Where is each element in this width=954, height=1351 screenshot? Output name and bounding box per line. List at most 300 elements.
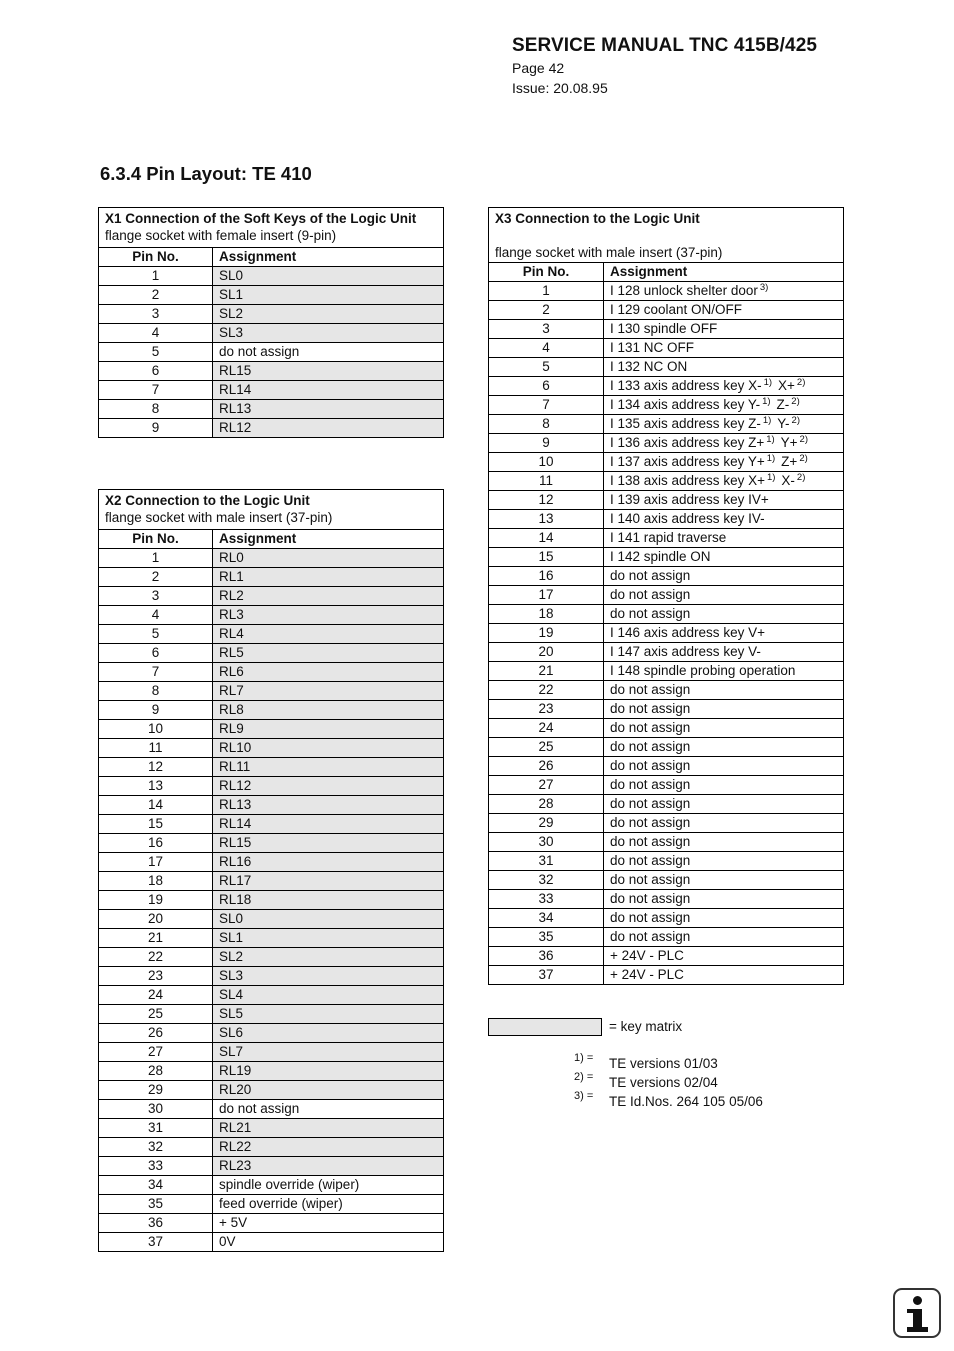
table-row — [99, 891, 444, 910]
table-row — [489, 814, 844, 833]
pin-number: 1 — [99, 267, 213, 286]
pin-assignment — [213, 796, 444, 815]
pin-number: 14 — [99, 796, 213, 815]
pin-number: 4 — [99, 324, 213, 343]
assignment-text: RL14 — [219, 382, 252, 397]
assignment-text: RL16 — [219, 854, 252, 869]
assignment-text: RL2 — [219, 588, 244, 603]
footnote-ref: 2) — [799, 453, 808, 464]
table-row — [99, 381, 444, 400]
pin-number: 20 — [99, 910, 213, 929]
assignment-text: I 133 axis address key X- — [610, 378, 762, 393]
pin-number: 23 — [99, 967, 213, 986]
table-header-row — [99, 530, 444, 549]
pin-number: 32 — [489, 871, 604, 890]
assignment-text: RL9 — [219, 721, 244, 736]
assignment-text: I 148 spindle probing operation — [610, 663, 796, 678]
pin-number: 4 — [489, 339, 604, 358]
table-row — [99, 286, 444, 305]
pin-number: 7 — [99, 381, 213, 400]
pin-assignment — [604, 624, 844, 643]
assignment-text: RL18 — [219, 892, 252, 907]
pin-assignment — [604, 738, 844, 757]
pin-assignment — [213, 815, 444, 834]
footnote-text: TE versions 01/03 — [609, 1056, 718, 1071]
pin-assignment — [213, 1214, 444, 1233]
key-matrix-swatch — [488, 1018, 602, 1036]
assignment-text: do not assign — [610, 929, 691, 944]
pin-number: 34 — [99, 1176, 213, 1195]
footnote-ref: 2) — [796, 377, 806, 388]
table-caption — [489, 208, 844, 263]
assignment-text: SL0 — [219, 268, 244, 283]
assignment-text: RL3 — [219, 607, 244, 622]
table-row — [99, 400, 444, 419]
pin-number: 2 — [489, 301, 604, 320]
pin-assignment — [604, 586, 844, 605]
pin-assignment — [604, 472, 844, 491]
pin-number: 22 — [489, 681, 604, 700]
pin-number: 30 — [489, 833, 604, 852]
pin-number: 24 — [489, 719, 604, 738]
table-row — [99, 834, 444, 853]
key-matrix-label: = key matrix — [609, 1019, 683, 1034]
table-row — [489, 909, 844, 928]
table-row — [489, 453, 844, 472]
table-row — [99, 986, 444, 1005]
assignment-text: RL13 — [219, 797, 252, 812]
table-row — [489, 719, 844, 738]
assignment-text: I 139 axis address key IV+ — [610, 492, 769, 507]
assignment-text: RL14 — [219, 816, 252, 831]
pin-assignment — [213, 400, 444, 419]
assignment-text: I 130 spindle OFF — [610, 321, 718, 336]
footnote-text: TE Id.Nos. 264 105 05/06 — [609, 1094, 763, 1109]
table-row — [489, 415, 844, 434]
pin-number: 29 — [489, 814, 604, 833]
pin-number: 37 — [489, 966, 604, 985]
footnote-ref: 1) — [762, 415, 772, 426]
pin-assignment — [213, 986, 444, 1005]
table-row — [99, 758, 444, 777]
assignment-text: SL4 — [219, 987, 244, 1002]
pin-assignment — [213, 758, 444, 777]
pin-number: 17 — [99, 853, 213, 872]
pin-assignment — [604, 301, 844, 320]
assignment-text: SL7 — [219, 1044, 244, 1059]
footnote-ref: 2) — [796, 472, 806, 483]
assignment-text: SL3 — [219, 325, 244, 340]
alternate-assignment: Y+ — [780, 435, 798, 450]
pin-assignment — [604, 548, 844, 567]
pin-assignment — [604, 833, 844, 852]
table-row — [489, 586, 844, 605]
table-row — [99, 948, 444, 967]
footnote-ref: 1) — [766, 453, 776, 464]
pin-number: 28 — [489, 795, 604, 814]
footnote-ref: 1) — [766, 434, 775, 445]
pin-assignment — [213, 967, 444, 986]
pin-number: 31 — [99, 1119, 213, 1138]
pin-assignment — [604, 415, 844, 434]
table-row — [99, 1195, 444, 1214]
table-row — [99, 1176, 444, 1195]
assignment-text: I 138 axis address key X+ — [610, 473, 765, 488]
pin-assignment — [213, 1138, 444, 1157]
pin-number: 20 — [489, 643, 604, 662]
assignment-text: do not assign — [610, 720, 691, 735]
pin-number: 18 — [99, 872, 213, 891]
table-row — [489, 833, 844, 852]
pin-number: 6 — [99, 362, 213, 381]
pin-assignment — [213, 1119, 444, 1138]
pin-number: 16 — [99, 834, 213, 853]
table-row — [489, 966, 844, 985]
table-row — [99, 796, 444, 815]
pin-assignment — [604, 681, 844, 700]
pin-assignment — [213, 343, 444, 362]
assignment-text: RL12 — [219, 778, 252, 793]
pin-number: 13 — [99, 777, 213, 796]
pin-number: 31 — [489, 852, 604, 871]
pin-assignment — [604, 947, 844, 966]
table-row — [99, 324, 444, 343]
pin-assignment — [604, 434, 844, 453]
pin-number: 33 — [99, 1157, 213, 1176]
pin-number: 23 — [489, 700, 604, 719]
alternate-assignment: Z- — [776, 397, 790, 412]
pin-assignment — [213, 777, 444, 796]
table-row — [99, 682, 444, 701]
pin-number: 14 — [489, 529, 604, 548]
table-row — [99, 343, 444, 362]
pin-assignment — [213, 1157, 444, 1176]
assignment-text: I 135 axis address key Z- — [610, 416, 761, 431]
table-row — [489, 795, 844, 814]
pin-number: 3 — [99, 305, 213, 324]
assignment-text: do not assign — [610, 891, 691, 906]
pin-assignment — [213, 549, 444, 568]
pin-number: 3 — [489, 320, 604, 339]
pin-assignment — [213, 1195, 444, 1214]
pin-assignment — [213, 720, 444, 739]
pin-assignment — [604, 377, 844, 396]
pin-number: 26 — [489, 757, 604, 776]
assignment-text: I 134 axis address key Y- — [610, 397, 761, 412]
pin-assignment — [604, 871, 844, 890]
table-row — [99, 663, 444, 682]
page-header — [512, 34, 817, 98]
pin-number: 1 — [489, 282, 604, 301]
pin-assignment — [213, 1024, 444, 1043]
table-row — [99, 777, 444, 796]
table-row — [489, 662, 844, 681]
table-row — [489, 776, 844, 795]
pin-number: 30 — [99, 1100, 213, 1119]
pin-number: 12 — [489, 491, 604, 510]
pin-number: 8 — [99, 682, 213, 701]
table-row — [99, 267, 444, 286]
assignment-text: RL23 — [219, 1158, 252, 1173]
column-header-assignment: Assignment — [213, 248, 444, 267]
footnote-mark: 1) = — [574, 1052, 594, 1064]
assignment-text: RL11 — [219, 759, 251, 774]
pin-assignment — [213, 739, 444, 758]
pin-assignment — [213, 682, 444, 701]
pin-assignment — [604, 795, 844, 814]
pin-assignment — [213, 948, 444, 967]
pin-assignment — [604, 605, 844, 624]
assignment-text: RL22 — [219, 1139, 252, 1154]
table-row — [489, 928, 844, 947]
alternate-assignment: Y- — [777, 416, 790, 431]
pin-number: 11 — [99, 739, 213, 758]
assignment-text: RL15 — [219, 363, 252, 378]
pin-assignment — [604, 719, 844, 738]
assignment-text: do not assign — [219, 1101, 300, 1116]
assignment-text: I 141 rapid traverse — [610, 530, 727, 545]
table-row — [489, 529, 844, 548]
table-row — [99, 701, 444, 720]
column-header-pin: Pin No. — [99, 248, 213, 267]
pin-number: 13 — [489, 510, 604, 529]
footnote-text: TE versions 02/04 — [609, 1075, 718, 1090]
pin-assignment — [213, 606, 444, 625]
issue-date: Issue: 20.08.95 — [512, 80, 608, 96]
table-row — [489, 301, 844, 320]
assignment-text: SL0 — [219, 911, 244, 926]
pin-number: 6 — [99, 644, 213, 663]
pin-number: 6 — [489, 377, 604, 396]
table-row — [489, 358, 844, 377]
pin-number: 9 — [99, 701, 213, 720]
pin-assignment — [213, 1100, 444, 1119]
table-row — [99, 1233, 444, 1252]
pin-assignment — [604, 339, 844, 358]
assignment-text: RL5 — [219, 645, 244, 660]
assignment-text: SL2 — [219, 306, 244, 321]
assignment-text: I 147 axis address key V- — [610, 644, 761, 659]
pin-assignment — [213, 625, 444, 644]
pin-assignment — [604, 662, 844, 681]
pin-number: 24 — [99, 986, 213, 1005]
table-row — [99, 872, 444, 891]
assignment-text: I 137 axis address key Y+ — [610, 454, 765, 469]
pin-number: 25 — [99, 1005, 213, 1024]
table-subtitle: flange socket with male insert (37-pin) — [105, 510, 333, 525]
assignment-text: RL19 — [219, 1063, 252, 1078]
assignment-text: RL10 — [219, 740, 252, 755]
assignment-text: RL15 — [219, 835, 252, 850]
pin-number: 8 — [489, 415, 604, 434]
pin-number: 5 — [489, 358, 604, 377]
table-row — [99, 625, 444, 644]
assignment-text: RL13 — [219, 401, 252, 416]
table-row — [489, 643, 844, 662]
footnote-ref: 2) — [791, 396, 800, 407]
alternate-assignment: X- — [781, 473, 795, 488]
pin-number: 9 — [489, 434, 604, 453]
table-row — [99, 967, 444, 986]
pin-assignment — [213, 701, 444, 720]
assignment-text: do not assign — [610, 815, 691, 830]
assignment-text: RL7 — [219, 683, 244, 698]
pin-number: 21 — [489, 662, 604, 681]
table-row — [99, 549, 444, 568]
pin-assignment — [213, 834, 444, 853]
pin-number: 28 — [99, 1062, 213, 1081]
table-row — [99, 929, 444, 948]
x2-pin-table — [98, 489, 444, 1252]
assignment-text: RL6 — [219, 664, 244, 679]
pin-assignment — [213, 872, 444, 891]
assignment-text: spindle override (wiper) — [219, 1177, 360, 1192]
pin-number: 2 — [99, 286, 213, 305]
pin-number: 10 — [489, 453, 604, 472]
pin-number: 10 — [99, 720, 213, 739]
assignment-text: + 24V - PLC — [610, 967, 684, 982]
column-header-assignment: Assignment — [604, 263, 844, 282]
table-row — [489, 339, 844, 358]
pin-number: 4 — [99, 606, 213, 625]
table-row — [99, 305, 444, 324]
assignment-text: SL1 — [219, 930, 244, 945]
assignment-text: do not assign — [610, 853, 691, 868]
pin-number: 3 — [99, 587, 213, 606]
table-title: X2 Connection to the Logic Unit — [105, 493, 310, 508]
pin-assignment — [604, 491, 844, 510]
table-row — [489, 510, 844, 529]
table-row — [489, 548, 844, 567]
pin-assignment — [604, 567, 844, 586]
pin-assignment — [604, 757, 844, 776]
pin-assignment — [213, 644, 444, 663]
table-row — [489, 396, 844, 415]
pin-number: 19 — [489, 624, 604, 643]
pin-assignment — [604, 358, 844, 377]
table-row — [99, 1157, 444, 1176]
pin-assignment — [604, 320, 844, 339]
pin-number: 16 — [489, 567, 604, 586]
assignment-text: I 140 axis address key IV- — [610, 511, 765, 526]
footnote-mark: 2) = — [574, 1071, 594, 1083]
pin-number: 29 — [99, 1081, 213, 1100]
table-row — [99, 568, 444, 587]
footnote-ref: 2) — [791, 415, 800, 426]
assignment-text: RL20 — [219, 1082, 252, 1097]
table-row — [489, 605, 844, 624]
column-header-assignment: Assignment — [213, 530, 444, 549]
assignment-text: RL17 — [219, 873, 252, 888]
table-row — [99, 853, 444, 872]
table-title: X1 Connection of the Soft Keys of the Logic Unit — [105, 211, 417, 226]
table-header-row — [489, 263, 844, 282]
assignment-text: do not assign — [610, 606, 691, 621]
table-row — [489, 871, 844, 890]
pin-assignment — [213, 305, 444, 324]
assignment-text: RL12 — [219, 420, 252, 435]
footnote-ref: 3) — [759, 282, 769, 293]
manual-title: SERVICE MANUAL TNC 415B/425 — [512, 35, 818, 56]
pin-assignment — [213, 1081, 444, 1100]
pin-assignment — [604, 928, 844, 947]
table-row — [489, 624, 844, 643]
pin-number: 26 — [99, 1024, 213, 1043]
pin-assignment — [213, 1005, 444, 1024]
pin-assignment — [604, 909, 844, 928]
pin-number: 36 — [489, 947, 604, 966]
table-row — [489, 377, 844, 396]
table-row — [99, 1062, 444, 1081]
pin-number: 33 — [489, 890, 604, 909]
pin-number: 32 — [99, 1138, 213, 1157]
assignment-text: 0V — [219, 1234, 236, 1249]
section-title: 6.3.4 Pin Layout: TE 410 — [100, 163, 312, 184]
pin-assignment — [213, 1062, 444, 1081]
pin-assignment — [213, 1176, 444, 1195]
footnote-mark: 3) = — [574, 1090, 594, 1102]
table-caption — [99, 208, 444, 248]
table-header-row — [99, 248, 444, 267]
table-row — [99, 1214, 444, 1233]
assignment-text: RL8 — [219, 702, 244, 717]
table-row — [489, 472, 844, 491]
column-header-pin: Pin No. — [99, 530, 213, 549]
pin-assignment — [604, 814, 844, 833]
table-row — [99, 1119, 444, 1138]
pin-number: 25 — [489, 738, 604, 757]
pin-assignment — [604, 852, 844, 871]
assignment-text: do not assign — [610, 834, 691, 849]
pin-number: 12 — [99, 758, 213, 777]
info-icon — [893, 1288, 941, 1338]
pin-number: 11 — [489, 472, 604, 491]
table-row — [99, 587, 444, 606]
assignment-text: I 136 axis address key Z+ — [610, 435, 765, 450]
table-row — [489, 947, 844, 966]
pin-assignment — [604, 776, 844, 795]
pin-assignment — [213, 568, 444, 587]
assignment-text: do not assign — [610, 568, 691, 583]
pin-assignment — [213, 1233, 444, 1252]
table-row — [99, 1024, 444, 1043]
pin-number: 5 — [99, 343, 213, 362]
footnote-ref: 1) — [763, 377, 773, 388]
table-row — [489, 852, 844, 871]
assignment-text: SL3 — [219, 968, 244, 983]
pin-number: 9 — [99, 419, 213, 438]
assignment-text: SL5 — [219, 1006, 244, 1021]
assignment-text: SL6 — [219, 1025, 244, 1040]
table-title: X3 Connection to the Logic Unit — [495, 211, 700, 226]
assignment-text: RL4 — [219, 626, 244, 641]
pin-number: 1 — [99, 549, 213, 568]
assignment-text: RL21 — [219, 1120, 252, 1135]
pin-number: 8 — [99, 400, 213, 419]
table-row — [99, 739, 444, 758]
pin-number: 7 — [489, 396, 604, 415]
table-row — [99, 644, 444, 663]
table-row — [99, 362, 444, 381]
pin-assignment — [604, 453, 844, 472]
table-row — [489, 700, 844, 719]
pin-assignment — [213, 853, 444, 872]
assignment-text: + 24V - PLC — [610, 948, 684, 963]
assignment-text: RL0 — [219, 550, 244, 565]
pin-assignment — [604, 282, 844, 301]
pin-number: 21 — [99, 929, 213, 948]
assignment-text: do not assign — [610, 682, 691, 697]
